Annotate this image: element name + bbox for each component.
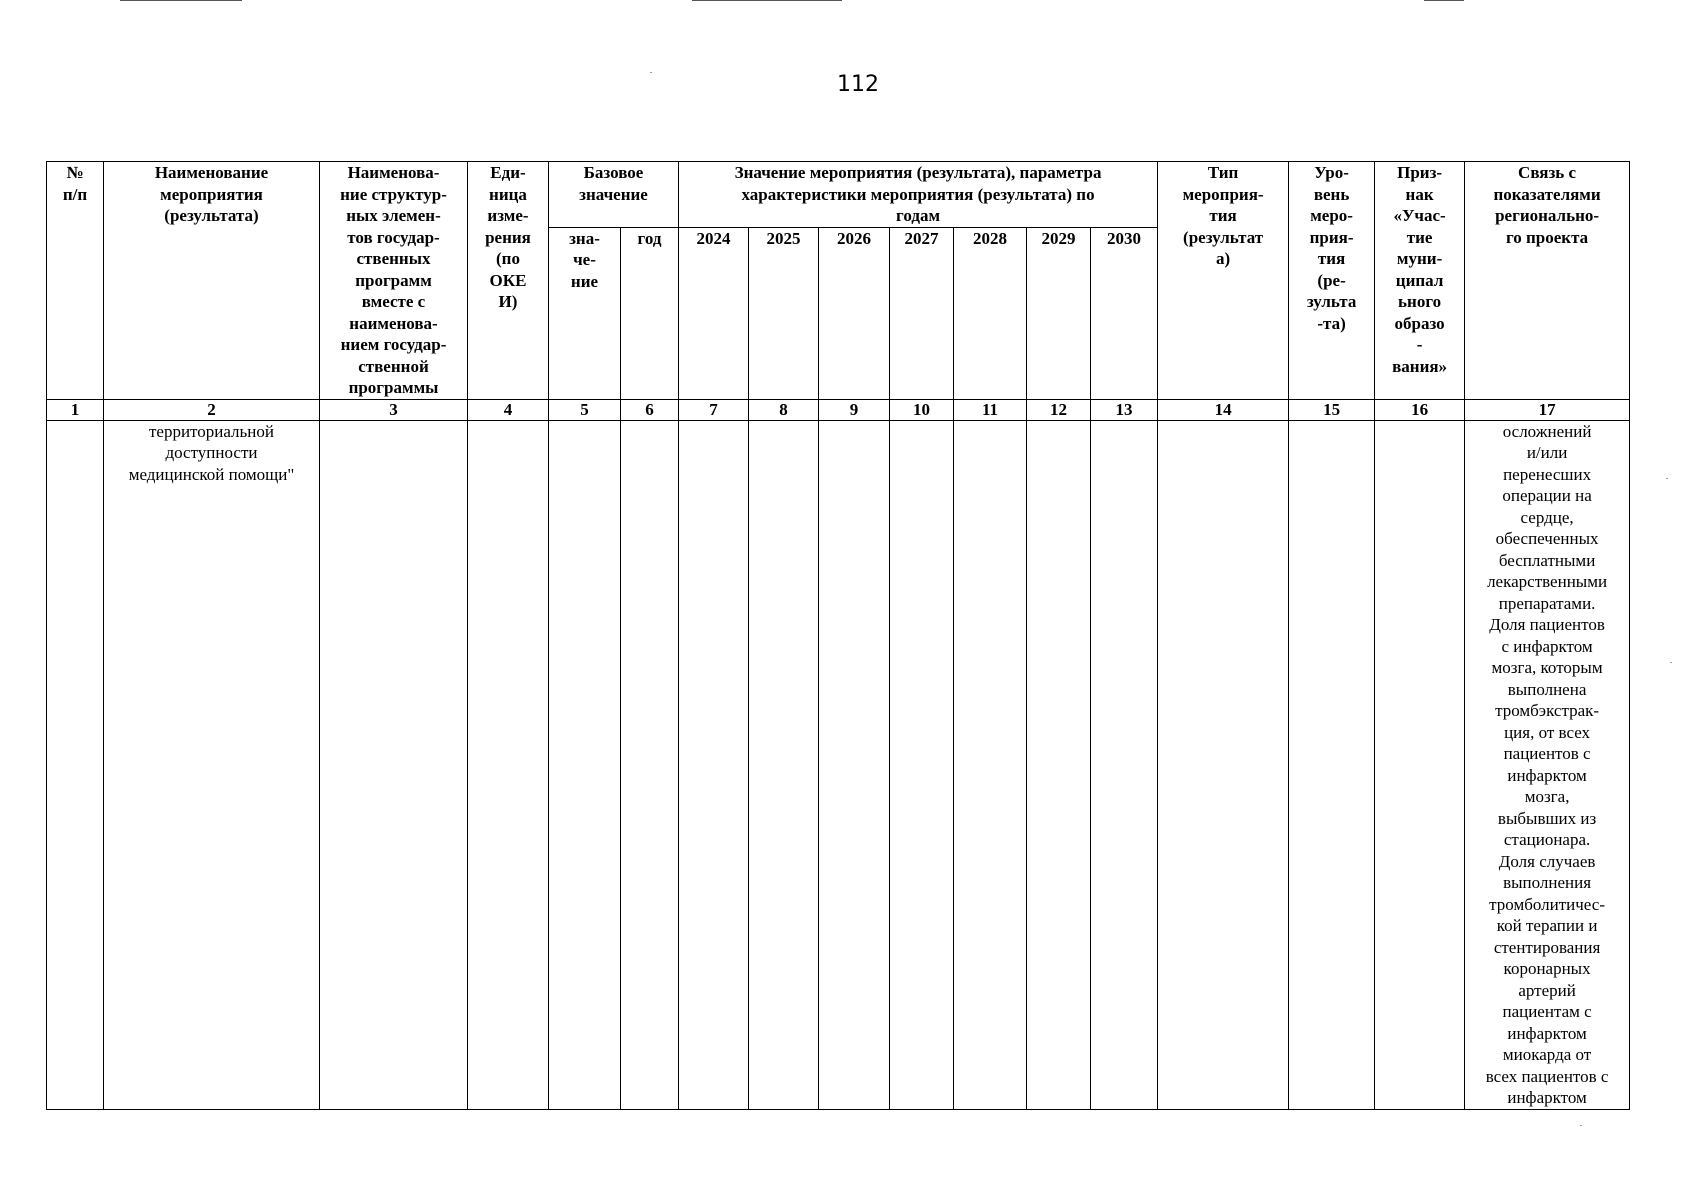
header-base-year: год (621, 227, 679, 399)
column-number: 8 (749, 399, 819, 420)
header-year: 2028 (954, 227, 1027, 399)
header-year: 2029 (1027, 227, 1091, 399)
column-number: 2 (104, 399, 320, 420)
header-measure-level: Уро- вень меро- прия- тия (ре- зульта -та) (1289, 162, 1375, 400)
column-number: 12 (1027, 399, 1091, 420)
cell-value-2028 (954, 420, 1027, 1109)
cell-value-2030 (1091, 420, 1158, 1109)
header-year: 2030 (1091, 227, 1158, 399)
header-unit: Еди- ница изме- рения (по ОКЕ И) (468, 162, 549, 400)
header-year: 2026 (819, 227, 890, 399)
header-measure-name: Наименование мероприятия (результата) (104, 162, 320, 400)
cell-measure-type (1158, 420, 1289, 1109)
cell-measure-name: территориальной доступности медицинской помощи" (104, 420, 320, 1109)
cell-base-year (621, 420, 679, 1109)
scan-speck (1580, 1125, 1582, 1126)
column-number: 1 (47, 399, 104, 420)
cell-structural-elements (320, 420, 468, 1109)
cell-no (47, 420, 104, 1109)
header-project-link: Связь с показателями регионально- го проекта (1465, 162, 1630, 400)
cell-project-link: осложнений и/или перенесших операции на сердце, обеспеченных бесплатными лекарственными препаратами. Доля пациентов с инфарктом мозга, которым выполнена тромбэкстрак- ция, от всех пациентов с инфарктом мозга, выбывших из стационара. Доля случаев выполнения тромболитичес- кой терапии и стентирования коронарных артерий пациентам с инфарктом миокарда от всех пациентов с инфарктом (1465, 420, 1630, 1109)
cell-value-2029 (1027, 420, 1091, 1109)
column-number-row (47, 399, 1630, 420)
column-number: 10 (890, 399, 954, 420)
column-number: 3 (320, 399, 468, 420)
header-base-value: Базовое значение (549, 162, 679, 228)
header-year: 2027 (890, 227, 954, 399)
header-base-value-value: зна- че- ние (549, 227, 621, 399)
scan-artifact-line (1424, 0, 1464, 1)
column-number: 5 (549, 399, 621, 420)
column-number: 16 (1375, 399, 1465, 420)
column-number: 15 (1289, 399, 1375, 420)
column-number: 11 (954, 399, 1027, 420)
cell-value-2027 (890, 420, 954, 1109)
scan-artifact-line (692, 0, 842, 1)
column-number: 14 (1158, 399, 1289, 420)
header-no: № п/п (47, 162, 104, 400)
column-number: 17 (1465, 399, 1630, 420)
cell-value-2025 (749, 420, 819, 1109)
cell-municipal-participation (1375, 420, 1465, 1109)
header-measure-type: Тип мероприя- тия (результат а) (1158, 162, 1289, 400)
column-number: 7 (679, 399, 749, 420)
header-year: 2024 (679, 227, 749, 399)
table-row (47, 420, 1630, 1109)
header-values-by-year: Значение мероприятия (результата), параметра характеристики мероприятия (результата) по годам (679, 162, 1158, 228)
header-municipal-participation: Приз- нак «Учас- тие муни- ципал ьного образо - вания» (1375, 162, 1465, 400)
scan-speck (1666, 478, 1668, 479)
cell-measure-level (1289, 420, 1375, 1109)
cell-value-2026 (819, 420, 890, 1109)
header-structural-elements: Наименова- ние структур- ных элемен- тов государ- ственных программ вместе с наименова- нием государ- ственной программы (320, 162, 468, 400)
column-number: 4 (468, 399, 549, 420)
scan-speck (1670, 662, 1672, 663)
cell-value-2024 (679, 420, 749, 1109)
cell-base-value (549, 420, 621, 1109)
cell-unit (468, 420, 549, 1109)
measures-table (46, 161, 1630, 1110)
header-row (47, 162, 1630, 228)
column-number: 6 (621, 399, 679, 420)
header-year: 2025 (749, 227, 819, 399)
page-number: 112 (837, 72, 879, 97)
scan-artifact-line (120, 0, 242, 1)
column-number: 9 (819, 399, 890, 420)
column-number: 13 (1091, 399, 1158, 420)
